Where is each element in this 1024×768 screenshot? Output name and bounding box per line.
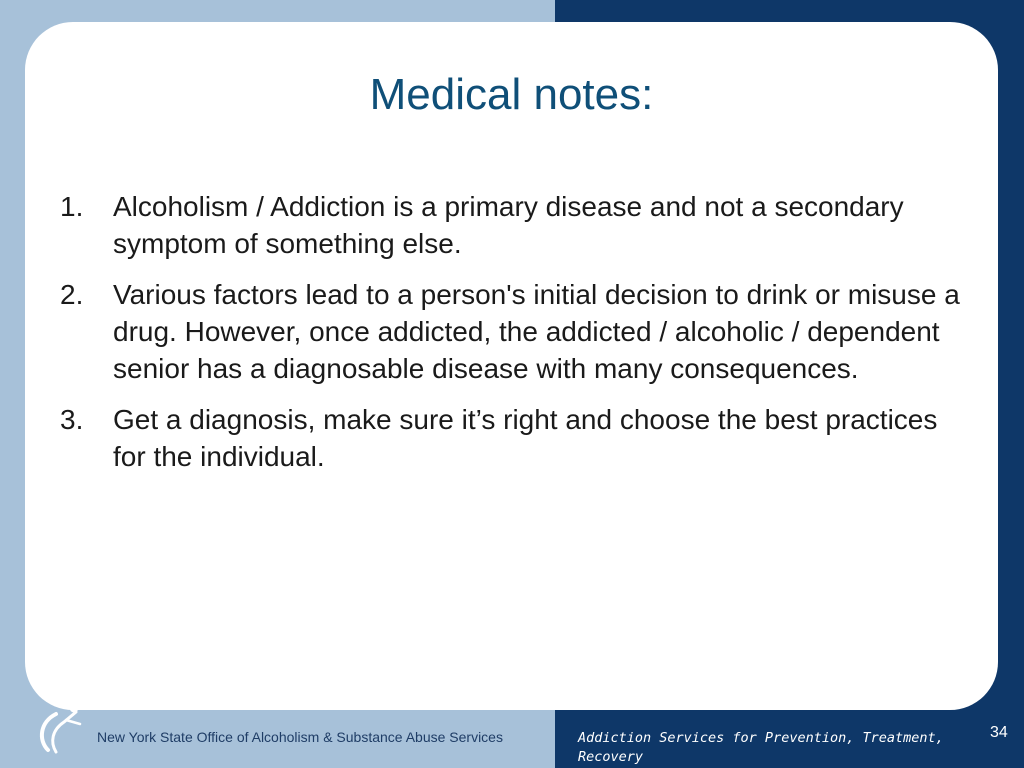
notes-list bbox=[60, 188, 970, 489]
list-item bbox=[60, 401, 970, 475]
list-item-text: Alcoholism / Addiction is a primary disease and not a secondary symptom of something else. bbox=[113, 191, 904, 259]
list-item-number: 1. bbox=[60, 191, 84, 222]
list-item bbox=[60, 276, 970, 387]
footer-tagline: Addiction Services for Prevention, Treatment, Recovery bbox=[578, 730, 944, 765]
slide-title: Medical notes: bbox=[369, 70, 654, 119]
list-item bbox=[60, 188, 970, 262]
list-item-text: Get a diagnosis, make sure it’s right and choose the best practices for the individual. bbox=[113, 404, 938, 472]
oasas-figure-logo-icon bbox=[36, 700, 86, 760]
organization-name: New York State Office of Alcoholism & Substance Abuse Services bbox=[97, 729, 503, 745]
page-number: 34 bbox=[990, 724, 1008, 741]
list-item-number: 3. bbox=[60, 404, 84, 435]
list-item-number: 2. bbox=[60, 279, 84, 310]
list-item-text: Various factors lead to a person's initial decision to drink or misuse a drug. However, once addicted, the addicted / alcoholic / dependent senior has a diagnosable disease with many consequences. bbox=[113, 279, 960, 384]
